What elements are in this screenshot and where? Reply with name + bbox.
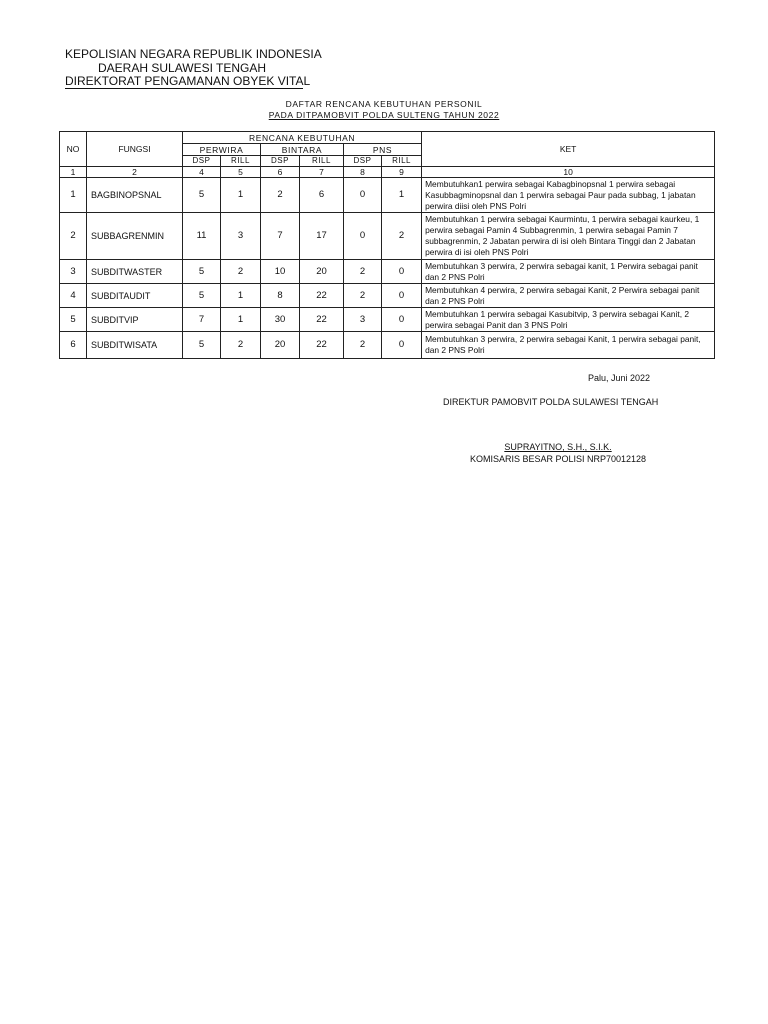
table-row [60,260,715,284]
cell-ket: Membutuhkan 1 perwira sebagai Kasubitvip, 3 perwira sebagai Kanit, 2 perwira sebagai Panit dan 3 PNS Polri [422,308,715,332]
table-row [60,284,715,308]
cell-perwira-rill: 1 [221,308,261,332]
cell-fungsi: SUBDITWISATA [87,332,183,359]
column-number-row [60,167,715,178]
cell-ket: Membutuhkan 4 perwira, 2 perwira sebagai Kanit, 2 Perwira sebagai panit dan 2 PNS Polri [422,284,715,308]
cell-bintara-rill: 22 [300,284,344,308]
header-bintara: BINTARA [261,144,344,156]
header-underline [65,88,303,89]
cell-pns-dsp: 2 [344,332,382,359]
cell-no: 3 [60,260,87,284]
cell-perwira-dsp: 7 [183,308,221,332]
signatory-rank: KOMISARIS BESAR POLISI NRP70012128 [469,454,647,464]
header-perwira-rill: RILL [221,156,261,167]
cell-perwira-rill: 1 [221,178,261,213]
personnel-needs-table [59,131,715,359]
document-title: DAFTAR RENCANA KEBUTUHAN PERSONIL [285,99,483,109]
cell-bintara-dsp: 30 [261,308,300,332]
header-directorate: DIREKTORAT PENGAMANAN OBYEK VITAL [65,74,311,88]
cell-bintara-rill: 6 [300,178,344,213]
cell-fungsi: SUBDITVIP [87,308,183,332]
table-row [60,308,715,332]
cell-pns-dsp: 0 [344,178,382,213]
header-pns: PNS [344,144,422,156]
header-institution: KEPOLISIAN NEGARA REPUBLIK INDONESIA [65,47,322,61]
column-number: 4 [183,167,221,178]
column-number: 9 [382,167,422,178]
document-subtitle: PADA DITPAMOBVIT POLDA SULTENG TAHUN 2022 [268,110,500,120]
header-no: NO [60,132,87,167]
cell-perwira-dsp: 5 [183,260,221,284]
header-bintara-rill: RILL [300,156,344,167]
cell-bintara-dsp: 8 [261,284,300,308]
signature-place-date: Palu, Juni 2022 [588,373,651,383]
header-rencana-kebutuhan: RENCANA KEBUTUHAN [183,132,422,144]
column-number: 7 [300,167,344,178]
cell-fungsi: SUBBAGRENMIN [87,213,183,260]
header-region: DAERAH SULAWESI TENGAH [98,61,267,75]
cell-bintara-dsp: 10 [261,260,300,284]
cell-pns-rill: 2 [382,213,422,260]
header-fungsi: FUNGSI [87,132,183,167]
cell-ket: Membutuhkan1 perwira sebagai Kabagbinopsnal 1 perwira sebagai Kasubbagminopsnal dan 1 perwira sebagai Paur pada subbag, 1 jabatan perwira diisi oleh PNS Polri [422,178,715,213]
cell-no: 5 [60,308,87,332]
header-perwira: PERWIRA [183,144,261,156]
cell-perwira-rill: 2 [221,332,261,359]
cell-pns-dsp: 2 [344,260,382,284]
cell-bintara-dsp: 7 [261,213,300,260]
cell-pns-dsp: 2 [344,284,382,308]
column-number: 6 [261,167,300,178]
cell-pns-rill: 0 [382,284,422,308]
header-bintara-dsp: DSP [261,156,300,167]
signatory-name: SUPRAYITNO, S.H., S.I.K. [504,442,612,452]
cell-ket: Membutuhkan 3 perwira, 2 perwira sebagai kanit, 1 Perwira sebagai panit dan 2 PNS Polri [422,260,715,284]
cell-pns-rill: 0 [382,260,422,284]
table-row [60,178,715,213]
column-number: 5 [221,167,261,178]
column-number: 2 [87,167,183,178]
table-row [60,213,715,260]
cell-fungsi: BAGBINOPSNAL [87,178,183,213]
cell-perwira-dsp: 5 [183,284,221,308]
header-pns-rill: RILL [382,156,422,167]
header-perwira-dsp: DSP [183,156,221,167]
column-number: 8 [344,167,382,178]
cell-perwira-dsp: 5 [183,178,221,213]
cell-bintara-dsp: 20 [261,332,300,359]
column-number: 10 [422,167,715,178]
cell-perwira-dsp: 11 [183,213,221,260]
cell-no: 1 [60,178,87,213]
cell-pns-rill: 0 [382,308,422,332]
cell-perwira-rill: 1 [221,284,261,308]
cell-fungsi: SUBDITAUDIT [87,284,183,308]
table-row [60,332,715,359]
cell-no: 6 [60,332,87,359]
cell-no: 4 [60,284,87,308]
cell-pns-dsp: 0 [344,213,382,260]
column-number: 1 [60,167,87,178]
header-ket: KET [422,132,715,167]
cell-no: 2 [60,213,87,260]
header-pns-dsp: DSP [344,156,382,167]
cell-bintara-rill: 22 [300,308,344,332]
cell-ket: Membutuhkan 1 perwira sebagai Kaurmintu, 1 perwira sebagai kaurkeu, 1 perwira sebagai Pamin 4 Subbagrenmin, 1 perwira sebagai Pamin 7 subbagrenmin, 2 Jabatan perwira di isi oleh Bintara Tinggi dan 2 Jabatan perwira di isi oleh PNS Polri [422,213,715,260]
cell-ket: Membutuhkan 3 perwira, 2 perwira sebagai Kanit, 1 perwira sebagai panit, dan 2 PNS Polri [422,332,715,359]
cell-bintara-rill: 22 [300,332,344,359]
cell-perwira-dsp: 5 [183,332,221,359]
cell-perwira-rill: 2 [221,260,261,284]
cell-pns-rill: 1 [382,178,422,213]
cell-pns-rill: 0 [382,332,422,359]
cell-bintara-rill: 20 [300,260,344,284]
table-header-row [60,132,715,144]
cell-fungsi: SUBDITWASTER [87,260,183,284]
cell-pns-dsp: 3 [344,308,382,332]
cell-perwira-rill: 3 [221,213,261,260]
cell-bintara-rill: 17 [300,213,344,260]
signature-office: DIREKTUR PAMOBVIT POLDA SULAWESI TENGAH [443,397,659,407]
cell-bintara-dsp: 2 [261,178,300,213]
